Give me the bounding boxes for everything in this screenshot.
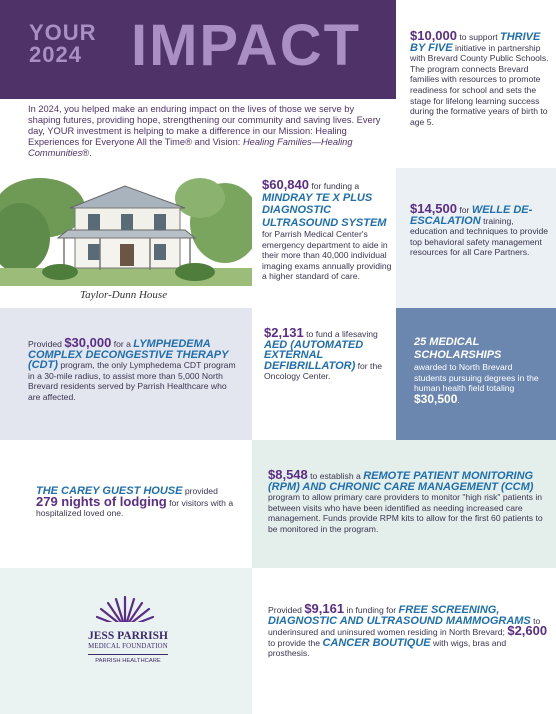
mindray-body: for Parrish Medical Center's emergency department to aide in their more than 40,000 individual imaging exams annually providing a higher standard of care. xyxy=(262,229,392,282)
welle-text xyxy=(410,201,550,258)
house-illustration xyxy=(0,168,252,308)
thrive-name: THRIVE BY FIVE xyxy=(410,31,541,54)
welle-body: training, education and techniques to provide top behavioral safety management resources for all Care Partners. xyxy=(410,215,549,258)
intro-vision: Healing Families—Healing Communities xyxy=(28,137,353,158)
logo-line3: PARRISH HEALTHCARE xyxy=(88,654,168,665)
scholarships-end: . xyxy=(457,394,460,405)
rpm-pre: to establish a xyxy=(310,471,361,481)
scholarships-panel xyxy=(396,308,556,440)
screening-body: to underinsured and uninsured women residing in North Brevard; xyxy=(268,615,541,638)
carey-pre: provided xyxy=(184,486,218,496)
rpm-text xyxy=(268,467,548,535)
rpm-name: REMOTE PATIENT MONITORING (RPM) AND CHRONIC CARE MANAGEMENT (CCM) xyxy=(268,470,534,493)
lymphedema-amount: $30,000 xyxy=(64,335,112,350)
thrive-panel xyxy=(396,0,556,168)
screening-name: FREE SCREENING, DIAGNOSTIC AND ULTRASOUND MAMMOGRAMS xyxy=(268,604,531,627)
thrive-text xyxy=(410,28,550,127)
welle-name: WELLE DE-ESCALATION xyxy=(410,204,533,227)
house-caption: Taylor-Dunn House xyxy=(80,289,168,301)
lymphedema-pre: Provided xyxy=(28,339,62,349)
carey-count: 279 nights of lodging xyxy=(36,493,167,509)
screening-text xyxy=(268,601,550,659)
carey-panel xyxy=(0,440,252,568)
scholarships-body: awarded to North Brevard students pursuing degrees in the human health field totaling xyxy=(414,362,539,394)
logo-line1: JESS PARRISH xyxy=(88,630,168,642)
screening-panel xyxy=(252,568,556,714)
mindray-text xyxy=(262,177,392,282)
lymphedema-text xyxy=(28,335,238,403)
rpm-panel xyxy=(252,440,556,568)
thrive-body: initiative in partnership with Brevard County Public Schools. The program connects Brevard families with resources to promote readiness for school and sets the stage for lifelong learning success during the formative years of birth to age 5. xyxy=(410,42,549,127)
scholarships-text xyxy=(414,336,544,405)
header-year: 2024 xyxy=(29,42,82,67)
house-panel xyxy=(0,168,252,308)
screening-amount2: $2,600 xyxy=(507,623,548,639)
rpm-amount: $8,548 xyxy=(268,467,308,482)
mindray-name: MINDRAY TE X PLUS DIAGNOSTIC ULTRASOUND SYSTEM xyxy=(262,191,387,229)
lymphedema-body: program, the only Lymphedema CDT program in a 30-mile radius, to assist more than 5,000 North Brevard residents served by Parrish Healthcare who are affected. xyxy=(28,360,236,402)
header-your: YOUR xyxy=(29,20,97,45)
scholarships-title: 25 MEDICAL SCHOLARSHIPS xyxy=(414,336,502,361)
aed-panel xyxy=(252,308,396,440)
mindray-amount: $60,840 xyxy=(262,177,309,192)
aed-body: for the Oncology Center. xyxy=(264,360,383,382)
aed-pre: to fund a lifesaving xyxy=(306,329,378,339)
carey-body: for visitors with a hospitalized loved one. xyxy=(36,497,234,519)
screening-mid2: to provide the xyxy=(268,637,321,648)
thrive-pre: to support xyxy=(459,32,498,42)
screening-name2: CANCER BOUTIQUE xyxy=(322,636,431,649)
intro-text: In 2024, you helped make an enduring impact on the lives of those we serve by shaping futures, providing hope, strengthening our community and saving lives. Every day, YOUR investment is helping to make a difference in our Mission: Healing Experiences for Everyone All the Time® and Vision: xyxy=(28,104,381,147)
mindray-pre: for funding a xyxy=(311,181,360,191)
thrive-amount: $10,000 xyxy=(410,28,457,43)
screening-pre: Provided xyxy=(268,605,302,615)
screening-mid: in funding for xyxy=(346,605,397,615)
logo-panel xyxy=(0,568,252,714)
welle-pre: for xyxy=(459,205,470,215)
screening-amount: $9,161 xyxy=(304,601,345,616)
aed-text xyxy=(264,325,392,382)
intro-paragraph xyxy=(28,104,383,159)
aed-amount: $2,131 xyxy=(264,325,304,340)
intro-mark: ®. xyxy=(82,148,92,158)
logo-wordmark xyxy=(88,630,168,665)
scholarships-amount: $30,500 xyxy=(414,391,458,406)
header-your-year xyxy=(29,22,119,66)
mindray-panel xyxy=(252,168,396,308)
welle-amount: $14,500 xyxy=(410,201,457,216)
screening-body2: with wigs, bras and prosthesis. xyxy=(268,637,507,659)
aed-name: AED (AUTOMATED EXTERNAL DEFIBRILLATOR) xyxy=(264,338,364,372)
sunburst-logo-icon xyxy=(94,594,156,630)
carey-name: THE CAREY GUEST HOUSE xyxy=(36,485,183,497)
rpm-body: program to allow primary care providers to monitor "high risk" patients in between visits who have been identified as needing increased care management. Funds provide RPM kits to allow for the first 60 patients to be monitored in the program. xyxy=(268,492,543,534)
lymphedema-panel xyxy=(0,308,252,440)
welle-panel xyxy=(396,168,556,308)
lymphedema-mid: for a xyxy=(113,339,131,349)
logo-line2: MEDICAL FOUNDATION xyxy=(88,643,168,650)
lymphedema-name: LYMPHEDEMA COMPLEX DECONGESTIVE THERAPY (CDT) xyxy=(28,338,229,372)
carey-text xyxy=(36,486,236,519)
header-impact: IMPACT xyxy=(131,13,362,78)
